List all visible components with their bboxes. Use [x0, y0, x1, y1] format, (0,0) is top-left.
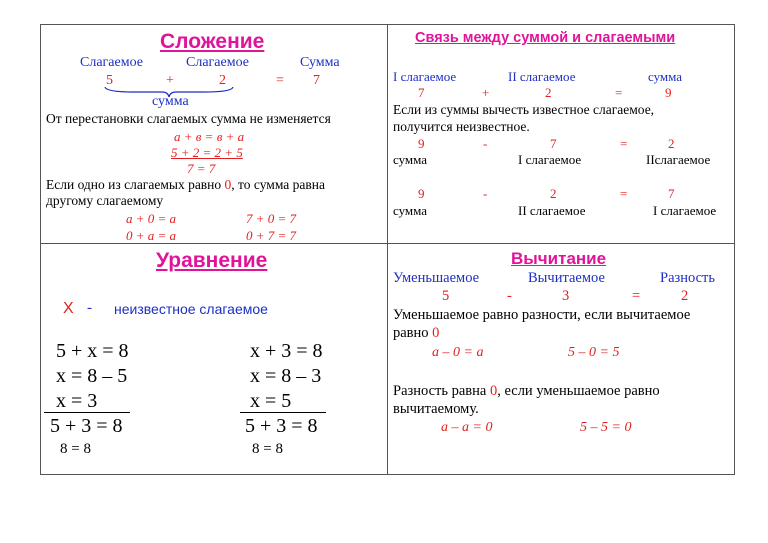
sub-n2: 3 — [562, 288, 570, 304]
relation-title: Связь между суммой и слагаемыми — [415, 30, 676, 46]
unknown-dash: - — [87, 300, 92, 316]
brace-sum-label: сумма — [152, 94, 189, 109]
add-plus: + — [166, 73, 174, 88]
sum-label: Сумма — [300, 55, 340, 70]
sub-rule-1: Уменьшаемое равно разности, если вычитаемое — [393, 307, 691, 323]
eq-left-divider — [44, 412, 130, 413]
zero-formula-3: 0 + а = а — [126, 228, 177, 243]
zero-formula-4: 0 + 7 = 7 — [246, 228, 297, 243]
rel-l3-a: сумма — [393, 203, 428, 218]
rel-r1-a: 7 — [418, 85, 425, 100]
eq-left-1: 5 + х = 8 — [56, 340, 129, 362]
zero-rule-line1: Если одно из слагаемых равно 0, то сумма равна — [46, 177, 325, 192]
add-n1: 5 — [106, 73, 113, 88]
sub-n1: 5 — [442, 288, 450, 304]
rel-h2: II слагаемое — [508, 69, 576, 84]
eq-left-5: 8 = 8 — [60, 441, 91, 457]
addition-title: Сложение — [160, 30, 265, 53]
unknown-x: Х — [63, 300, 74, 317]
column-divider — [387, 24, 388, 475]
rel-text-1: Если из суммы вычесть известное слагаемое, — [393, 102, 655, 117]
rel-r1-eq: = — [615, 85, 623, 100]
rel-h1: I слагаемое — [393, 69, 457, 84]
formula-result: 7 = 7 — [187, 161, 216, 176]
formula-letters: а + в = в + а — [174, 129, 245, 144]
eq-left-2: х = 8 – 5 — [56, 365, 128, 387]
rel-r1-op: + — [482, 85, 490, 100]
sub-rule-4: вычитаемому. — [393, 401, 479, 417]
add-n2: 2 — [219, 73, 226, 88]
rel-r2-op: - — [483, 136, 488, 151]
unknown-label: неизвестное слагаемое — [114, 301, 268, 317]
sub-op: - — [507, 288, 512, 304]
zero-rule-line2: другому слагаемому — [46, 193, 164, 208]
rel-r3-a: 9 — [418, 186, 425, 201]
rel-r1-c: 9 — [665, 85, 672, 100]
add-eq: = — [276, 73, 284, 88]
sub-formula-3: а – а = 0 — [441, 420, 493, 435]
rel-r2-a: 9 — [418, 136, 425, 151]
sub-formula-2: 5 – 0 = 5 — [568, 345, 620, 360]
eq-right-divider — [240, 412, 326, 413]
rel-r2-b: 7 — [550, 136, 557, 151]
eq-right-1: х + 3 = 8 — [250, 340, 323, 362]
rel-l3-c: I слагаемое — [653, 203, 717, 218]
eq-left-3: х = 3 — [56, 390, 98, 412]
equation-title: Уравнение — [156, 249, 268, 272]
difference-label: Разность — [660, 270, 715, 286]
subtrahend-label: Вычитаемое — [528, 270, 605, 286]
add-res: 7 — [313, 73, 320, 88]
rel-h3: сумма — [648, 69, 683, 84]
sub-formula-1: а – 0 = а — [432, 345, 484, 360]
rel-r2-eq: = — [620, 136, 628, 151]
term2-label: Слагаемое — [186, 55, 249, 70]
sub-eq: = — [632, 288, 641, 304]
eq-right-4: 5 + 3 = 8 — [245, 415, 318, 437]
rel-r3-op: - — [483, 186, 488, 201]
zero-formula-2: 7 + 0 = 7 — [246, 211, 297, 226]
eq-left-4: 5 + 3 = 8 — [50, 415, 123, 437]
rel-l2-b: I слагаемое — [518, 152, 582, 167]
sub-rule-2: равно 0 — [393, 325, 440, 341]
row-divider — [40, 243, 735, 244]
subtraction-title: Вычитание — [511, 249, 607, 268]
minuend-label: Уменьшаемое — [393, 270, 480, 286]
rel-r3-b: 2 — [550, 186, 557, 201]
formula-numbers: 5 + 2 = 2 + 5 — [171, 145, 243, 160]
rel-l3-b: II слагаемое — [518, 203, 586, 218]
rel-r1-b: 2 — [545, 85, 552, 100]
rel-r3-eq: = — [620, 186, 628, 201]
term1-label: Слагаемое — [80, 55, 143, 70]
eq-right-5: 8 = 8 — [252, 441, 283, 457]
rel-text-2: получится неизвестное. — [393, 119, 530, 134]
rel-r2-c: 2 — [668, 136, 675, 151]
sub-res: 2 — [681, 288, 689, 304]
zero-formula-1: а + 0 = а — [126, 211, 177, 226]
rel-r3-c: 7 — [668, 186, 675, 201]
sub-rule-3: Разность равна 0, если уменьшаемое равно — [393, 383, 660, 399]
rel-l2-c: IIслагаемое — [646, 152, 711, 167]
eq-right-3: х = 5 — [250, 390, 292, 412]
rel-l2-a: сумма — [393, 152, 428, 167]
sub-formula-4: 5 – 5 = 0 — [580, 420, 632, 435]
commutative-rule: От перестановки слагаемых сумма не изменяется — [46, 111, 331, 126]
eq-right-2: х = 8 – 3 — [250, 365, 322, 387]
